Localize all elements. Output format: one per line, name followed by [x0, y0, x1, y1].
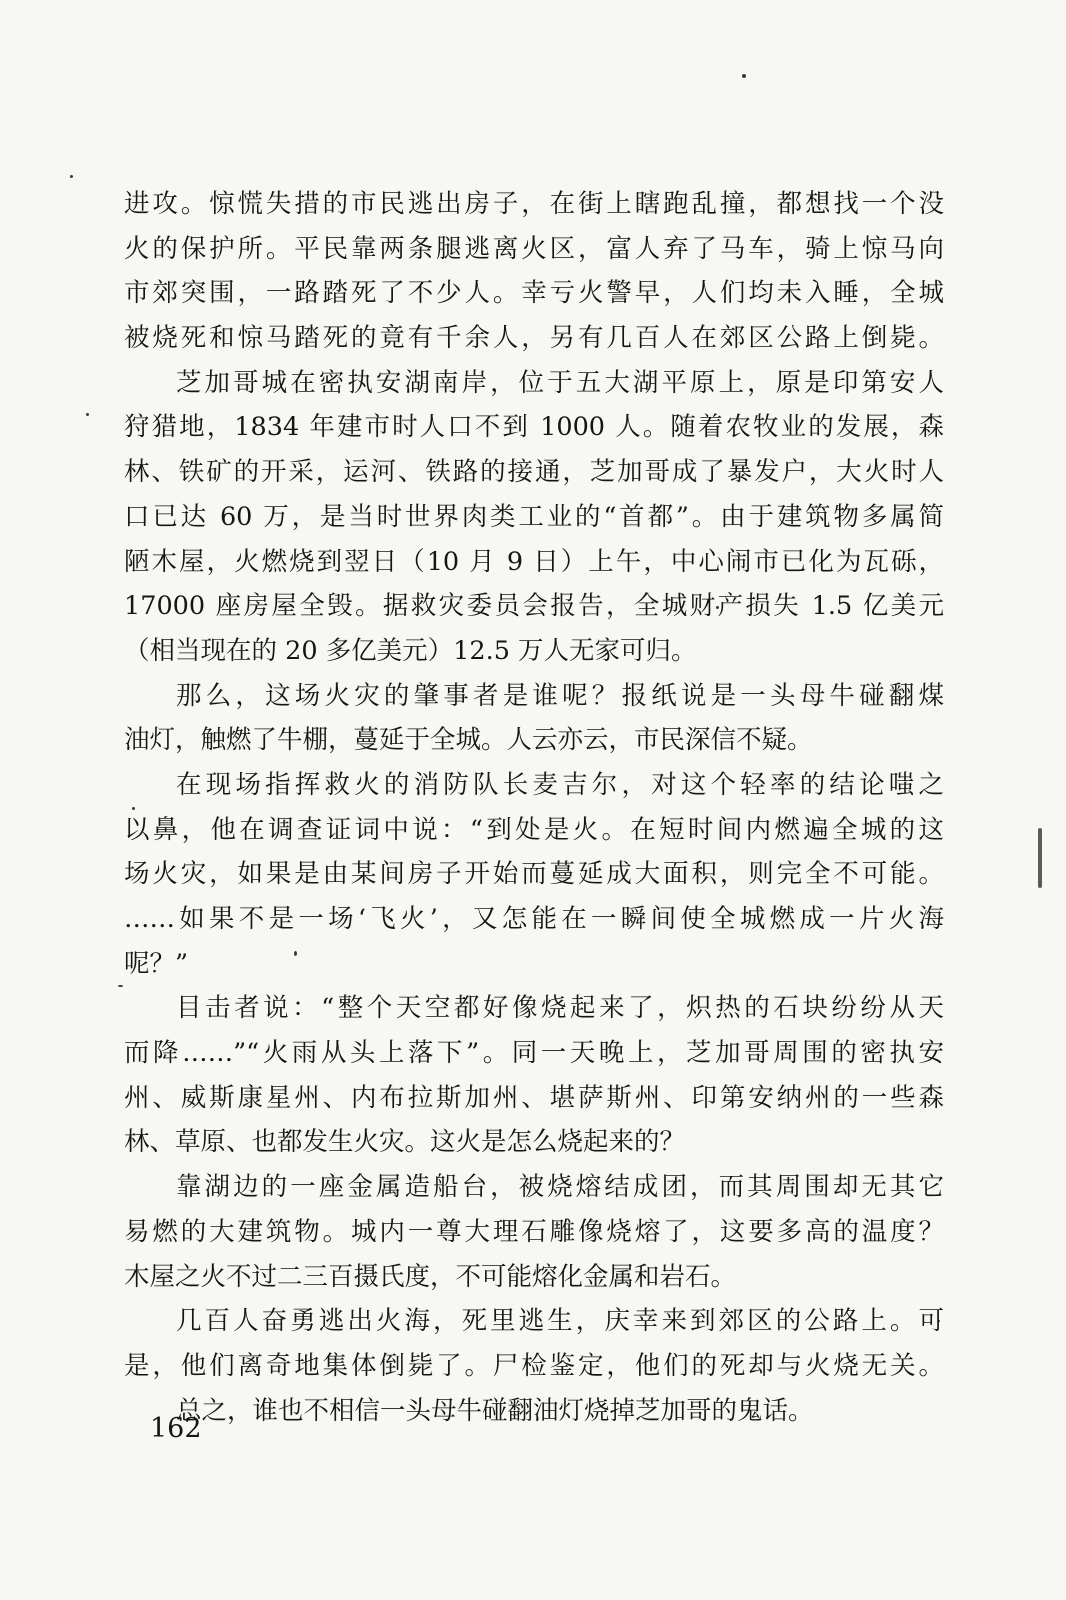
paragraph-last-line: 油灯，触燃了牛棚，蔓延于全城。人云亦云，市民深信不疑。 [124, 725, 813, 756]
text-line: 被烧死和惊马踏死的竟有千余人，另有几百人在郊区公路上倒毙。 [124, 323, 944, 354]
paragraph-first-line: 几百人奋勇逃出火海，死里逃生，庆幸来到郊区的公路上。可 [176, 1306, 944, 1337]
text-line: 州、威斯康星州、内布拉斯加州、堪萨斯州、印第安纳州的一些森 [124, 1082, 944, 1113]
text-line: 而降……”“火雨从头上落下”。同一天晚上，芝加哥周围的密执安 [124, 1038, 944, 1069]
paragraph-first-line: 在现场指挥救火的消防队长麦吉尔，对这个轻率的结论嗤之 [176, 769, 944, 800]
text-line: 狩猎地，1834 年建市时人口不到 1000 人。随着农牧业的发展，森 [124, 412, 944, 443]
text-line: ……如果不是一场‘飞火’，又怎能在一瞬间使全城燃成一片火海 [124, 904, 944, 934]
text-line: 进攻。惊慌失措的市民逃出房子，在街上瞎跑乱撞，都想找一个没 [124, 189, 944, 219]
paragraph-first-line: 目击者说：“整个天空都好像烧起来了，炽热的石块纷纷从天 [176, 993, 944, 1024]
text-line: 以鼻，他在调查证词中说：“到处是火。在短时间内燃遍全城的这 [124, 814, 944, 845]
text-line: 是，他们离奇地集体倒毙了。尸检鉴定，他们的死却与火烧无关。 [124, 1350, 944, 1381]
scan-edge-mark [1038, 828, 1042, 888]
body-text [124, 182, 944, 1433]
page-number: 162 [150, 1413, 202, 1444]
paragraph-last-line: 木屋之火不过二三百摄氏度，不可能熔化金属和岩石。 [124, 1261, 737, 1292]
text-line: 火的保护所。平民靠两条腿逃离火区，富人弃了马车，骑上惊马向 [124, 233, 944, 264]
paragraph-first-line: 芝加哥城在密执安湖南岸，位于五大湖平原上，原是印第安人 [176, 367, 944, 398]
text-line: 陋木屋，火燃烧到翌日（10 月 9 日）上午，中心闹市已化为瓦砾， [124, 546, 944, 577]
scan-speck [118, 985, 123, 987]
text-line: 易燃的大建筑物。城内一尊大理石雕像烧熔了，这要多高的温度？ [124, 1216, 944, 1247]
paragraph-last-line: （相当现在的 20 多亿美元）12.5 万人无家可归。 [124, 635, 697, 666]
paragraph-last-line: 林、草原、也都发生火灾。这火是怎么烧起来的？ [124, 1127, 686, 1158]
paragraph-single-line: 总之，谁也不相信一头母牛碰翻油灯烧掉芝加哥的鬼话。 [176, 1395, 814, 1426]
text-line: 17000 座房屋全毁。据救灾委员会报告，全城财产损失 1.5 亿美元 [124, 591, 944, 622]
scan-speck [70, 175, 73, 178]
text-line: 林、铁矿的开采，运河、铁路的接通，芝加哥成了暴发户，大火时人 [124, 457, 944, 488]
paragraph-first-line: 靠湖边的一座金属造船台，被烧熔结成团，而其周围却无其它 [176, 1172, 944, 1203]
text-line: 场火灾，如果是由某间房子开始而蔓延成大面积，则完全不可能。 [124, 859, 944, 890]
text-line: 口已达 60 万，是当时世界肉类工业的“首都”。由于建筑物多属简 [124, 501, 944, 532]
scan-speck [86, 413, 89, 416]
text-line: 市郊突围，一路踏死了不少人。幸亏火警早，人们均未入睡，全城 [124, 278, 944, 309]
paragraph-first-line: 那么，这场火灾的肇事者是谁呢？报纸说是一头母牛碰翻煤 [176, 680, 944, 711]
scan-speck [742, 74, 746, 78]
paragraph-last-line: 呢？” [124, 948, 189, 979]
